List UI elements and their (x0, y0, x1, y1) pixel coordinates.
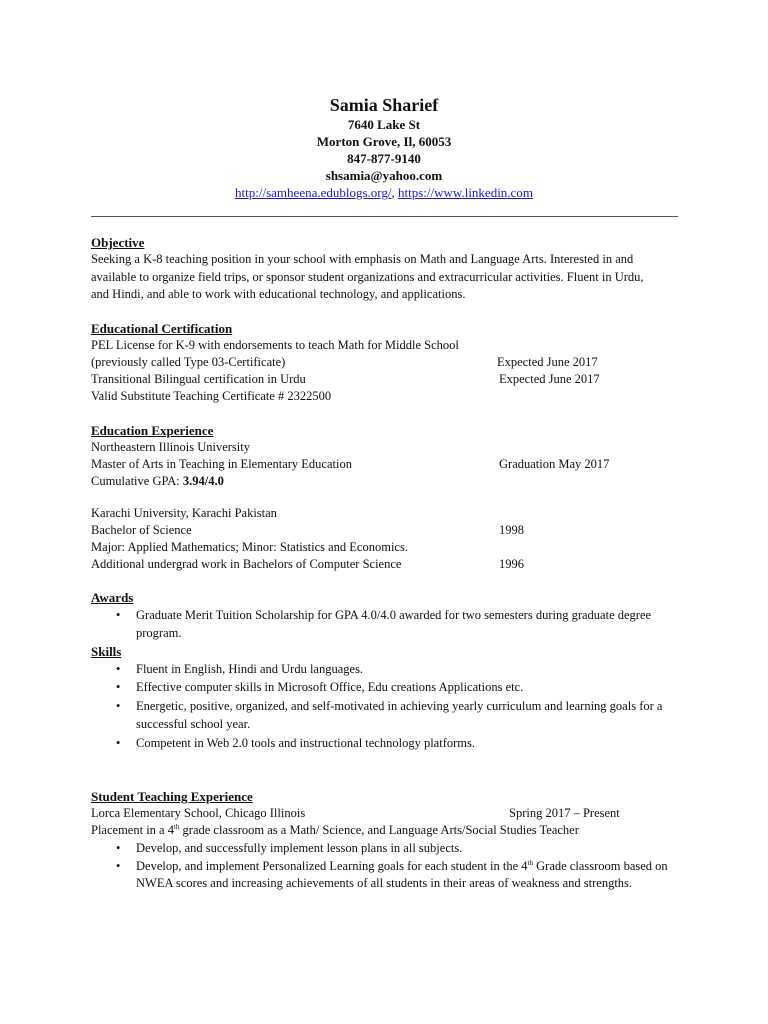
education-degree-1: Master of Arts in Teaching in Elementary Education (91, 456, 352, 471)
education-degree-2: Bachelor of Science (91, 522, 192, 537)
student-teaching-school-row (91, 805, 681, 822)
placement-text-start: Placement in a 4 (91, 823, 174, 837)
list-item: • Graduate Merit Tuition Scholarship for GPA 4.0/4.0 awarded for two semesters during graduate degree program. (136, 606, 676, 643)
objective-heading: Objective (91, 235, 145, 250)
education-major: Major: Applied Mathematics; Minor: Statistics and Economics. (91, 539, 408, 554)
list-item: • Energetic, positive, organized, and self-motivated in achieving yearly curriculum and learning goals for a successful school year. (136, 697, 676, 734)
education-heading: Education Experience (91, 422, 214, 438)
education-school-2: Karachi University, Karachi Pakistan (91, 505, 277, 520)
gpa-value: 3.94/4.0 (182, 473, 224, 488)
phone-number: 847-877-9140 (347, 151, 421, 166)
education-school-1: Northeastern Illinois University (91, 439, 250, 454)
web-links (0, 184, 768, 201)
education-additional: Additional undergrad work in Bachelors of Computer Science (91, 556, 402, 571)
header-divider (91, 216, 678, 217)
education-additional-row (91, 556, 681, 573)
certification-line-1 (91, 337, 681, 354)
linkedin-link[interactable]: https://www.linkedin.com (398, 185, 533, 200)
student-teaching-school: Lorca Elementary School, Chicago Illinois (91, 806, 306, 820)
education-degree-2-row (91, 522, 681, 539)
skills-heading: Skills (91, 643, 122, 659)
link-separator: , (391, 185, 399, 200)
gpa-label: Cumulative GPA: (91, 473, 183, 488)
resume-body (91, 234, 681, 892)
list-item: • Effective computer skills in Microsoft Office, Edu creations Applications etc. (136, 678, 676, 697)
awards-list (91, 606, 676, 643)
education-degree-2-date: 1998 (499, 522, 524, 537)
list-item (136, 858, 676, 892)
student-teaching-list (91, 839, 676, 892)
address-line-1: 7640 Lake St (347, 117, 421, 132)
placement-text-end: grade classroom as a Math/ Science, and Language Arts/Social Studies Teacher (179, 823, 579, 837)
objective-text: Seeking a K-8 teaching position in your school with emphasis on Math and Language Arts. Interested in and available to organize field trips, or sponsor student organizations and extracurricular activities. Fluent in Urdu, and Hindi, and able to work with educational technology, and applications. (91, 252, 644, 301)
student-teaching-placement (91, 822, 681, 839)
skills-list (91, 660, 676, 753)
certification-line-4 (91, 388, 681, 405)
cert-type03: (previously called Type 03-Certificate) (91, 354, 286, 369)
address-line-2: Morton Grove, Il, 60053 (316, 134, 452, 149)
cert-substitute: Valid Substitute Teaching Certificate # 2322500 (91, 388, 332, 403)
certification-heading: Educational Certification (91, 320, 233, 336)
student-teaching-heading: Student Teaching Experience (91, 789, 253, 804)
certification-line-2 (91, 354, 681, 371)
bullet2-text-end: Grade classroom based on NWEA scores and increasing achievements of all students in their areas of weakness and strengths. (136, 858, 668, 890)
cert-bilingual-date: Expected June 2017 (499, 371, 600, 386)
bullet2-superscript: th (527, 858, 533, 867)
education-gpa (91, 473, 681, 490)
education-additional-date: 1996 (499, 556, 524, 571)
bullet2-text-start: Develop, and implement Personalized Learning goals for each student in the 4 (136, 858, 528, 873)
applicant-name: Samia Sharief (329, 95, 439, 115)
list-item: • Develop, and successfully implement lesson plans in all subjects. (136, 839, 676, 858)
list-item: • Fluent in English, Hindi and Urdu languages. (136, 660, 676, 679)
certification-line-3 (91, 371, 681, 388)
cert-bilingual: Transitional Bilingual certification in Urdu (91, 371, 306, 386)
cert-pel-license: PEL License for K-9 with endorsements to teach Math for Middle School (91, 337, 459, 352)
education-degree-1-date: Graduation May 2017 (499, 456, 610, 471)
list-item: • Competent in Web 2.0 tools and instructional technology platforms. (136, 734, 676, 753)
blog-link[interactable]: http://samheena.edublogs.org/ (235, 185, 392, 200)
education-degree-1-row (91, 456, 681, 473)
email-address: shsamia@yahoo.com (325, 168, 443, 183)
resume-header (0, 94, 768, 201)
student-teaching-date: Spring 2017 – Present (509, 806, 620, 820)
placement-superscript: th (173, 822, 180, 831)
awards-heading: Awards (91, 589, 134, 605)
cert-type03-date: Expected June 2017 (497, 354, 598, 369)
